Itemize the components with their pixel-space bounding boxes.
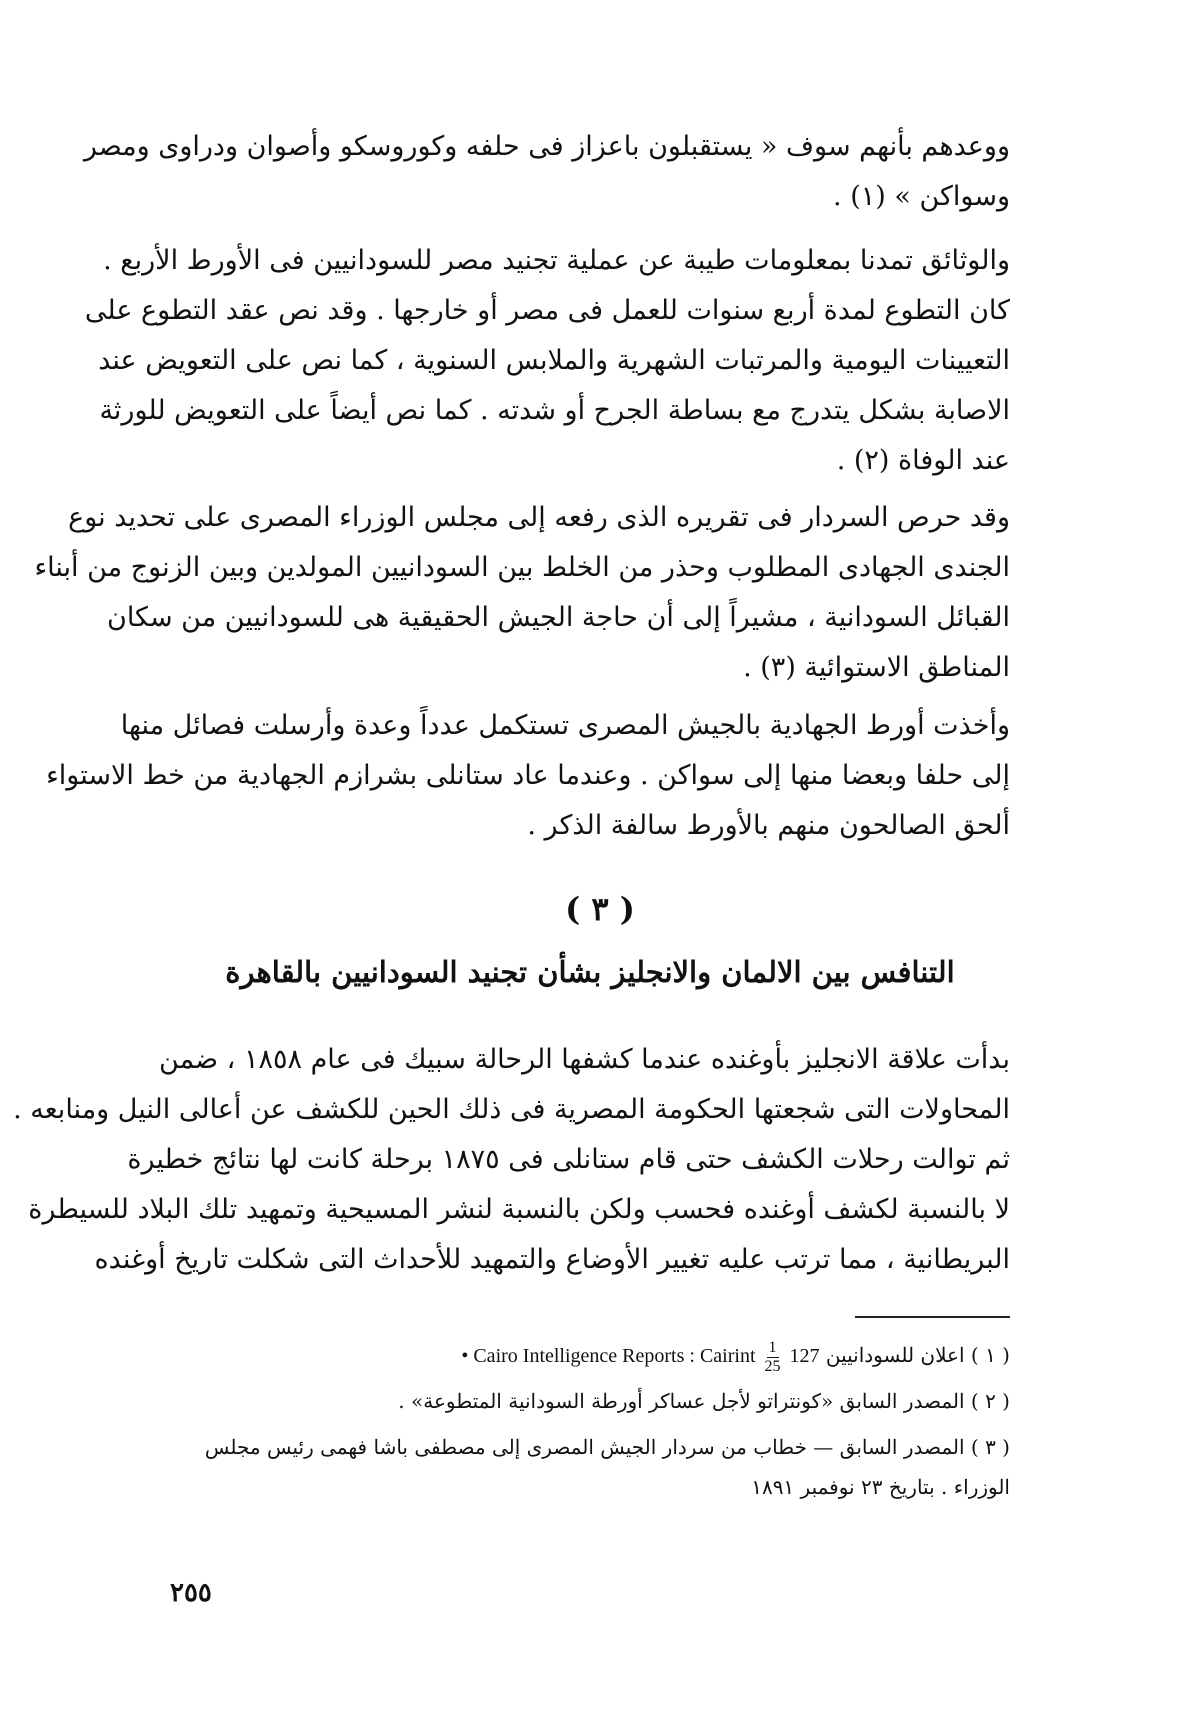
paragraph-line: إلى حلفا وبعضا منها إلى سواكن . وعندما عاد ستانلى بشرازم الجهادية من خط الاستواء — [46, 760, 1010, 791]
paragraph-uganda — [13, 1035, 1010, 1285]
footnote-divider — [855, 1316, 1010, 1318]
footnote-number: 127 — [789, 1345, 820, 1367]
footnote-3: ( ٣ ) المصدر السابق — خطاب من سردار الجيش المصرى إلى مصطفى باشا فهمى رئيس مجلس — [204, 1435, 1010, 1459]
paragraph-line: المحاولات التى شجعتها الحكومة المصرية فى ذلك الحين للكشف عن أعالى النيل ومنابعه . — [13, 1094, 1010, 1125]
paragraph-promise — [83, 122, 1010, 222]
paragraph-line: وقد حرص السردار فى تقريره الذى رفعه إلى مجلس الوزراء المصرى على تحديد نوع — [68, 502, 1010, 533]
paragraph-line: لا بالنسبة لكشف أوغنده فحسب ولكن بالنسبة لنشر المسيحية وتمهيد تلك البلاد للسيطرة — [28, 1194, 1010, 1225]
paragraph-line: والوثائق تمدنا بمعلومات طيبة عن عملية تجنيد مصر للسودانيين فى الأورط الأربع . — [103, 245, 1010, 276]
paragraph-line: كان التطوع لمدة أربع سنوات للعمل فى مصر أو خارجها . وقد نص عقد التطوع على — [84, 295, 1010, 326]
footnote-1 — [170, 1338, 1010, 1376]
paragraph-line: بدأت علاقة الانجليز بأوغنده عندما كشفها الرحالة سبيك فى عام ١٨٥٨ ، ضمن — [159, 1044, 1010, 1075]
footnote-reference — [461, 1338, 820, 1375]
paragraph-line: ووعدهم بأنهم سوف « يستقبلون باعزاز فى حلفه وكوروسكو وأصوان ودراوى ومصر — [83, 131, 1010, 162]
paragraph-sirdar-report — [34, 493, 1010, 693]
fraction-denominator: 25 — [764, 1357, 781, 1375]
fraction-numerator: 1 — [768, 1338, 777, 1356]
page-number: ٢٥٥ — [170, 1578, 212, 1608]
paragraph-recruitment-documents — [84, 236, 1010, 486]
paragraph-line: المناطق الاستوائية (٣) . — [743, 652, 1010, 683]
paragraph-line: البريطانية ، مما ترتب عليه تغيير الأوضاع والتمهيد للأحداث التى شكلت تاريخ أوغنده — [94, 1244, 1010, 1275]
paragraph-line: التعيينات اليومية والمرتبات الشهرية والملابس السنوية ، كما نص على التعويض عند — [98, 345, 1010, 376]
footnote-marker: ( ١ ) — [970, 1343, 1010, 1367]
paragraph-jihadiya-battalions — [46, 701, 1010, 851]
footnote-2: ( ٢ ) المصدر السابق «كونتراتو لأجل عساكر أورطة السودانية المتطوعة» . — [398, 1389, 1010, 1413]
footnote-source: • Cairo Intelligence Reports : Cairint — [461, 1345, 756, 1367]
footnote-arabic-text: اعلان للسودانيين — [825, 1343, 965, 1367]
paragraph-line: عند الوفاة (٢) . — [836, 445, 1010, 476]
paragraph-line: الاصابة بشكل يتدرج مع بساطة الجرح أو شدته . كما نص أيضاً على التعويض للورثة — [99, 395, 1010, 426]
section-number: ( ٣ ) — [565, 890, 635, 928]
footnote-fraction — [765, 1339, 781, 1376]
paragraph-line: ثم توالت رحلات الكشف حتى قام ستانلى فى ١٨٧٥ برحلة كانت لها نتائج خطيرة — [127, 1144, 1010, 1175]
paragraph-line: وسواكن » (١) . — [833, 181, 1010, 212]
paragraph-line: القبائل السودانية ، مشيراً إلى أن حاجة الجيش الحقيقية هى للسودانيين من سكان — [107, 602, 1010, 633]
paragraph-line: الجندى الجهادى المطلوب وحذر من الخلط بين السودانيين المولدين وبين الزنوج من أبناء — [34, 552, 1010, 583]
footnote-3-continuation: الوزراء . بتاريخ ٢٣ نوفمبر ١٨٩١ — [751, 1475, 1010, 1499]
paragraph-line: وأخذت أورط الجهادية بالجيش المصرى تستكمل عدداً وعدة وأرسلت فصائل منها — [120, 710, 1010, 741]
section-heading: التنافس بين الالمان والانجليز بشأن تجنيد السودانيين بالقاهرة — [225, 955, 955, 989]
paragraph-line: ألحق الصالحون منهم بالأورط سالفة الذكر . — [527, 810, 1010, 841]
